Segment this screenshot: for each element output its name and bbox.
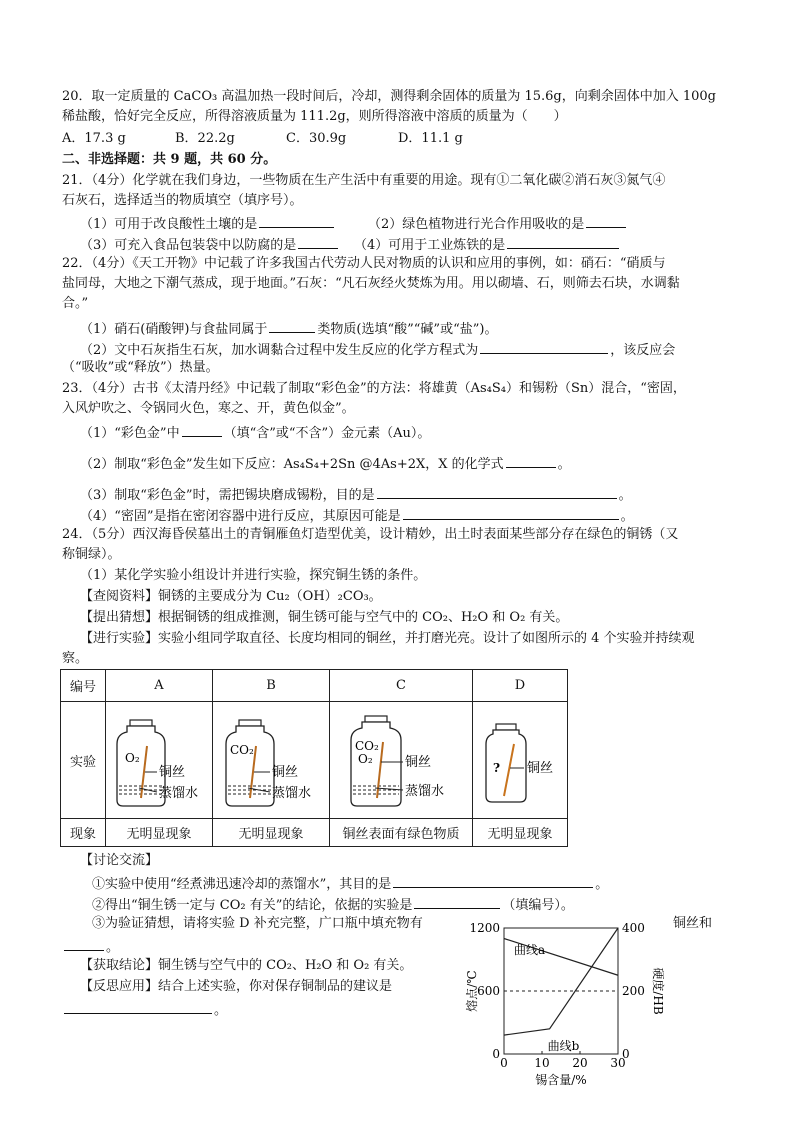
q20-line2: 稀盐酸，恰好完全反应，所得溶液质量为 111.2g，则所得溶液中溶质的质量为（ ） xyxy=(62,109,567,124)
section-title: 二、非选择题：共 9 题，共 60 分。 xyxy=(62,152,277,167)
q24-ref: 【反思应用】结合上述实验，你对保存铜制品的建议是 xyxy=(80,979,393,994)
q21-line2: 石灰石，选择适当的物质填空（填序号）。 xyxy=(62,193,303,208)
jar-b xyxy=(213,702,330,819)
water-label: 蒸馏水 xyxy=(272,786,312,801)
answer-blank[interactable] xyxy=(182,422,222,437)
table-header: 编号 xyxy=(61,670,106,702)
q24-d3b: 铜丝和 xyxy=(673,916,713,931)
q24-s5: 察。 xyxy=(62,651,89,666)
y-right-tick-label: 200 xyxy=(622,984,645,998)
q24-line2: 称铜绿）。 xyxy=(62,547,121,562)
x-tick-label: 20 xyxy=(572,1056,588,1070)
answer-blank[interactable] xyxy=(506,453,556,468)
gas-label: CO₂ xyxy=(355,739,379,753)
q22-line2: 盐同母，大地之下潮气蒸成，现于地面。”石灰：“凡石灰经火焚炼为用。用以砌墙、石，则筛去石块，水调黏 xyxy=(62,276,680,291)
q24-s3: 【提出猜想】根据铜锈的组成推测，铜生锈可能与空气中的 CO₂、H₂O 和 O₂ 有关。 xyxy=(80,610,569,625)
jar-c-diagram xyxy=(331,702,471,814)
q22-p1: （1）硝石(硝酸钾)与食盐同属于 类物质(选填“酸”“碱”或“盐”)。 xyxy=(80,318,497,339)
q22-p2: （2）文中石灰指生石灰，加水调黏合过程中发生反应的化学方程式为 ，该反应会 xyxy=(80,339,675,360)
q24-d1: ①实验中使用“经煮沸迅速冷却的蒸馏水”，其目的是 。 xyxy=(92,873,608,894)
table-header: B xyxy=(213,670,330,702)
q21-line1: 21．（4分）化学就在我们身边，一些物质在生产生活中有重要的用途。现有①二氧化碳②消石灰③氮气④ xyxy=(62,173,666,188)
result-b: 无明显现象 xyxy=(213,819,330,847)
jar-c xyxy=(330,702,473,819)
q24-d3-blank: 。 xyxy=(62,936,119,957)
y-axis-left-label: 熔点/℃ xyxy=(465,970,479,1012)
y-axis-right-label: 硬度/HB xyxy=(651,967,665,1015)
gas-label: O₂ xyxy=(125,751,140,765)
x-tick-label: 10 xyxy=(534,1056,550,1070)
jar-b-diagram xyxy=(214,702,328,814)
answer-blank[interactable] xyxy=(259,213,334,228)
x-tick-label: 0 xyxy=(500,1056,508,1070)
q21-p4: （4）可用于工业炼铁的是 xyxy=(354,234,621,255)
q21-p3: （3）可充入食品包装袋中以防腐的是 xyxy=(80,234,340,255)
result-a: 无明显现象 xyxy=(106,819,213,847)
wire-label: 铜丝 xyxy=(272,765,299,780)
q23-line2: 入风炉吹之、令锅同火色，寒之、开，黄色似金”。 xyxy=(62,401,355,416)
q20-option-a: A．17.3 g xyxy=(62,131,126,146)
q24-get: 【获取结论】铜生锈与空气中的 CO₂、H₂O 和 O₂ 有关。 xyxy=(80,958,413,973)
result-d: 无明显现象 xyxy=(473,819,568,847)
y-right-tick-label: 0 xyxy=(622,1047,630,1061)
q23-line1: 23．（4分）古书《太清丹经》中记载了制取“彩色金”的方法：将雄黄（As₄S₄）和锡粉（Sn）混合，“密固， xyxy=(62,381,686,396)
q24-ref-blank: 。 xyxy=(62,999,227,1020)
q20-option-c: C．30.9g xyxy=(286,131,347,146)
q22-p2c: （“吸收”或“释放”）热量。 xyxy=(62,360,219,375)
q20-option-d: D．11.1 g xyxy=(398,131,463,146)
q23-p2: （2）制取“彩色金”发生如下反应：As₄S₄+2Sn @4As+2X，X 的化学式 。 xyxy=(80,453,571,474)
result-c: 铜丝表面有绿色物质 xyxy=(330,819,473,847)
jar-a xyxy=(106,702,213,819)
answer-blank[interactable] xyxy=(480,339,608,354)
experiment-table xyxy=(60,669,568,847)
table-header: C xyxy=(330,670,473,702)
wire-label: 铜丝 xyxy=(159,765,186,780)
q21-p2: （2）绿色植物进行光合作用吸收的是 xyxy=(368,213,628,234)
row-label-experiment: 实验 xyxy=(61,702,106,819)
answer-blank[interactable] xyxy=(393,873,593,888)
answer-blank[interactable] xyxy=(298,234,338,249)
answer-blank[interactable] xyxy=(377,484,617,499)
q24-line1: 24．（5分）西汉海昏侯墓出土的青铜雁鱼灯造型优美，设计精妙，出土时表面某些部分存在绿色的铜锈（又 xyxy=(62,527,679,542)
y-right-tick-label: 400 xyxy=(622,921,645,935)
q22-line1: 22．（4分）《天工开物》中记载了许多我国古代劳动人民对物质的认识和应用的事例，如：硝石：“硝质与 xyxy=(62,256,666,271)
answer-blank[interactable] xyxy=(586,213,626,228)
q24-s4: 【进行实验】实验小组同学取直径、长度均相同的铜丝，并打磨光亮。设计了如图所示的 4 个实验并持续观 xyxy=(80,631,695,646)
q24-s2: 【查阅资料】铜锈的主要成分为 Cu₂（OH）₂CO₃。 xyxy=(80,589,382,604)
answer-blank[interactable] xyxy=(507,234,619,249)
answer-blank[interactable] xyxy=(64,936,104,951)
q23-p4: （4）“密固”是指在密闭容器中进行反应，其原因可能是 。 xyxy=(80,505,634,526)
series-label: 曲线b xyxy=(547,1039,580,1053)
x-tick-label: 30 xyxy=(610,1056,626,1070)
water-label: 蒸馏水 xyxy=(159,786,199,801)
q20-option-b: B．22.2g xyxy=(175,131,235,146)
y-left-tick-label: 0 xyxy=(492,1047,500,1061)
series-label: 曲线a xyxy=(514,943,546,957)
q20-line1: 20．取一定质量的 CaCO₃ 高温加热一段时间后，冷却，测得剩余固体的质量为 15.6g，向剩余固体中加入 100g xyxy=(62,89,716,104)
q22-line3: 合。” xyxy=(62,296,89,311)
q24-d0: 【讨论交流】 xyxy=(80,853,159,868)
q24-d3: ③为验证猜想，请将实验 D 补充完整，广口瓶中填充物有 xyxy=(92,916,423,931)
y-left-tick-label: 1200 xyxy=(469,921,500,935)
wire-label: 铜丝 xyxy=(405,755,432,770)
q24-s1: （1）某化学实验小组设计并进行实验，探究铜生锈的条件。 xyxy=(80,568,427,583)
row-label-result: 现象 xyxy=(61,819,106,847)
q23-p3: （3）制取“彩色金”时，需把锡块磨成锡粉，目的是 。 xyxy=(80,484,632,505)
q21-p1: （1）可用于改良酸性土壤的是 xyxy=(80,213,336,234)
answer-blank[interactable] xyxy=(414,894,500,909)
y-left-tick-label: 600 xyxy=(477,984,500,998)
tin-alloy-chart xyxy=(462,912,665,1092)
q24-d2: ②得出“铜生锈一定与 CO₂ 有关”的结论，依据的实验是 （填编号）。 xyxy=(92,894,574,915)
gas-label: CO₂ xyxy=(230,743,254,757)
table-header: A xyxy=(106,670,213,702)
answer-blank[interactable] xyxy=(64,999,212,1014)
answer-blank[interactable] xyxy=(269,318,315,333)
table-header: D xyxy=(473,670,568,702)
answer-blank[interactable] xyxy=(403,505,619,520)
water-label: 蒸馏水 xyxy=(405,784,445,799)
jar-d xyxy=(473,702,568,819)
x-axis-label: 锡含量/% xyxy=(535,1073,587,1087)
gas-label: O₂ xyxy=(358,752,373,766)
jar-d-diagram xyxy=(474,702,566,814)
unknown-gas-label: ? xyxy=(493,761,501,775)
wire-label: 铜丝 xyxy=(527,761,554,776)
jar-a-diagram xyxy=(107,702,211,814)
q23-p1: （1）“彩色金”中 （填“含”或“不含”）金元素（Au）。 xyxy=(80,422,430,443)
